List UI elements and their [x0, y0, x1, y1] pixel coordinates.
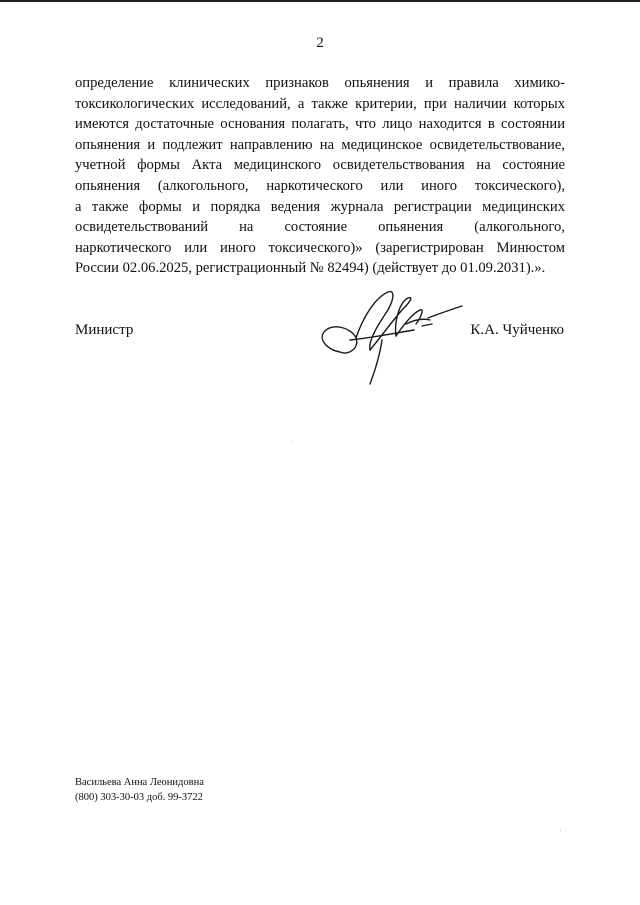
- signatory-position: Министр: [75, 322, 134, 338]
- body-line: имеются достаточные основания полагать, что лицо находится в состоянии: [75, 116, 565, 133]
- body-line: токсикологических исследований, а также критерии, при наличии которых: [75, 95, 565, 112]
- executor-contact: [75, 775, 204, 805]
- signatory-name: К.А. Чуйченко: [470, 322, 564, 338]
- scan-speck: [560, 830, 561, 831]
- body-line: а также формы и порядка ведения журнала регистрации медицинских: [75, 198, 565, 215]
- body-line: определение клинических признаков опьянения и правила химико-: [75, 75, 565, 91]
- handwritten-signature: [310, 280, 470, 390]
- body-line: наркотического или иного токсического)» (зарегистрирован Минюстом: [75, 239, 565, 256]
- executor-name: Васильева Анна Леонидовна: [75, 777, 204, 788]
- body-text: [75, 73, 565, 279]
- body-line: учетной формы Акта медицинского освидетельствования на состояние: [75, 157, 565, 174]
- page-top-border: [0, 0, 640, 2]
- body-line: освидетельствований на состояние опьянения (алкогольного,: [75, 219, 565, 236]
- body-line: России 02.06.2025, регистрационный № 82494) (действует до 01.09.2031).».: [75, 260, 546, 277]
- page-number: 2: [316, 35, 324, 51]
- body-line: опьянения (алкогольного, наркотического или иного токсического),: [75, 177, 565, 194]
- body-line: опьянения и подлежит направлению на медицинское освидетельствование,: [75, 136, 565, 153]
- scan-speck: [292, 441, 293, 442]
- executor-phone: (800) 303-30-03 доб. 99-3722: [75, 792, 203, 803]
